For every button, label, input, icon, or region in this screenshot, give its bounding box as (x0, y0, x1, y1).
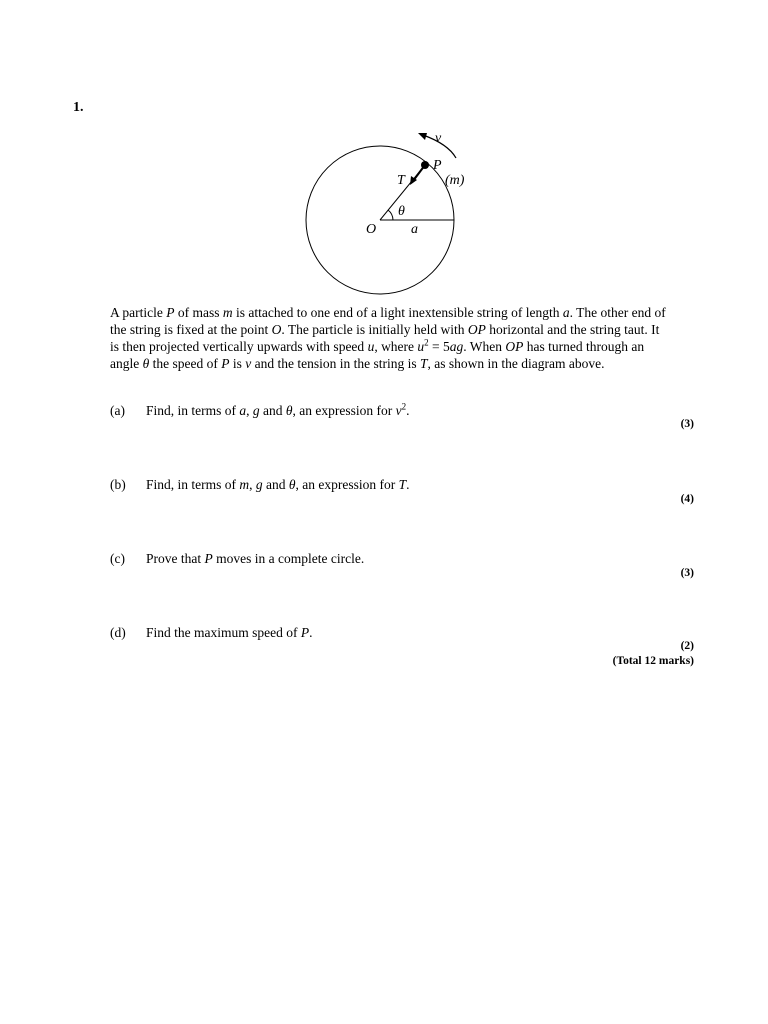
part-var: v (395, 403, 402, 418)
var-u: u (367, 339, 375, 354)
part-var: a (239, 403, 247, 418)
intro-text: = 5 (428, 339, 450, 354)
part-text: . (406, 477, 410, 492)
part-var: g (252, 403, 260, 418)
particle-p (421, 161, 429, 169)
intro-text: the speed of (149, 356, 222, 371)
superscript-2: 2 (401, 401, 407, 412)
total-marks: (Total 12 marks) (612, 655, 694, 667)
intro-text: has turned through an angle (110, 339, 645, 371)
part-text: . (406, 403, 410, 418)
part-text: , an expression for (292, 403, 396, 418)
var-ag: ag (449, 339, 464, 354)
circle-diagram (290, 125, 480, 305)
intro-text: , as shown in the diagram above. (427, 356, 605, 371)
var-u: u (417, 339, 425, 354)
intro-text: . The other end of the string is fixed at the point (110, 305, 666, 337)
part-label: (d) (110, 625, 126, 640)
var-theta: θ (142, 356, 150, 371)
superscript-2: 2 (424, 337, 429, 348)
intro-text: and the tension in the string is (251, 356, 420, 371)
marks-c: (3) (680, 567, 694, 579)
part-text: and (262, 477, 289, 492)
part-text: . (309, 625, 313, 640)
part-label: (c) (110, 551, 125, 566)
intro-text: . When (463, 339, 506, 354)
var-a: a (562, 305, 570, 320)
var-p: P (166, 305, 175, 320)
part-text: Find, in terms of (146, 477, 240, 492)
part-var: T (398, 477, 407, 492)
question-intro (110, 304, 670, 372)
angle-arc (388, 210, 393, 220)
intro-text: is attached to one end of a light inextensible string of length (232, 305, 563, 320)
part-text: Find the maximum speed of (146, 625, 301, 640)
part-text: , an expression for (295, 477, 399, 492)
intro-text: of mass (174, 305, 223, 320)
part-text: Prove that (146, 551, 205, 566)
part-label: (a) (110, 403, 125, 418)
question-number: 1. (73, 100, 84, 115)
part-d (110, 624, 670, 641)
intro-text: , where (374, 339, 418, 354)
part-var: m (239, 477, 250, 492)
part-var: θ (288, 477, 296, 492)
var-m: m (222, 305, 233, 320)
velocity-arrowhead (418, 133, 427, 140)
marks-d: (2) (680, 640, 694, 652)
label-t: T (397, 173, 405, 188)
var-o: O (271, 322, 282, 337)
marks-b: (4) (680, 493, 694, 505)
part-text: and (259, 403, 286, 418)
label-m: (m) (445, 173, 465, 188)
marks-a: (3) (680, 418, 694, 430)
intro-text: is (229, 356, 246, 371)
part-text: , (246, 403, 253, 418)
label-o: O (366, 222, 377, 237)
part-label: (b) (110, 477, 126, 492)
part-var: P (204, 551, 213, 566)
label-p: P (433, 158, 442, 173)
label-theta: θ (398, 204, 405, 219)
part-var: θ (285, 403, 293, 418)
part-text: , (249, 477, 256, 492)
part-a (110, 402, 670, 419)
part-var: g (255, 477, 263, 492)
intro-text: . The particle is initially held with (281, 322, 468, 337)
part-text: Find, in terms of (146, 403, 240, 418)
part-text: moves in a complete circle. (212, 551, 365, 566)
intro-text: A particle (110, 305, 167, 320)
var-t: T (420, 356, 428, 371)
var-op: OP (505, 339, 524, 354)
var-op: OP (467, 322, 486, 337)
label-a: a (411, 222, 418, 237)
var-v: v (245, 356, 252, 371)
intro-text: horizontal and the string taut. It is then projected vertically upwards with speed (110, 322, 660, 354)
part-b (110, 476, 670, 493)
part-c (110, 550, 670, 567)
var-p: P (221, 356, 230, 371)
part-var: P (300, 625, 310, 640)
label-v: v (435, 131, 442, 146)
